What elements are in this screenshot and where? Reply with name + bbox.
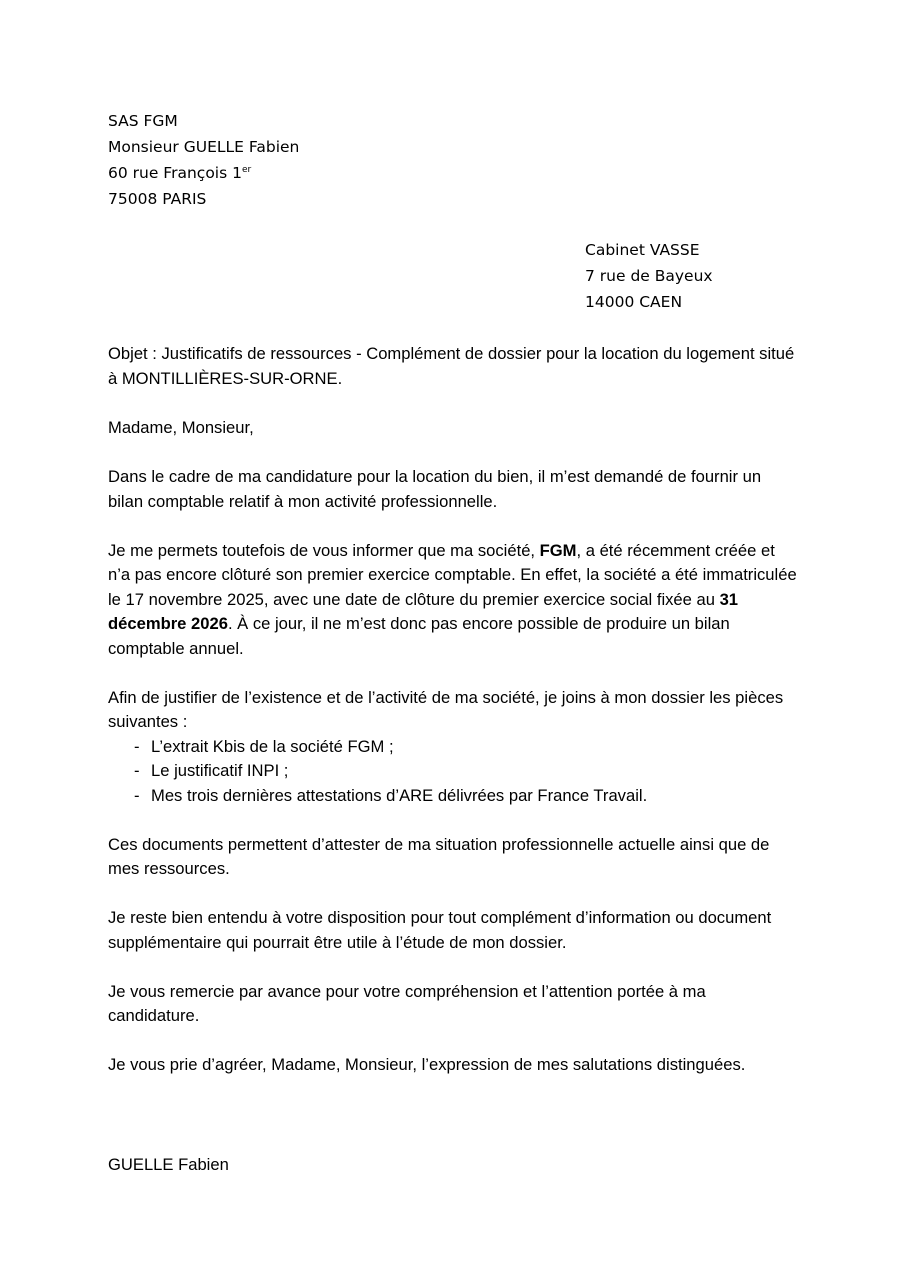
- sender-city: 75008 PARIS: [108, 190, 207, 208]
- list-item: [134, 735, 798, 760]
- list-item: [134, 784, 798, 809]
- list-item-text: Le justificatif INPI ;: [151, 761, 289, 780]
- paragraph-company-status: [108, 539, 798, 662]
- paragraph-availability: Je reste bien entendu à votre disposition pour tout complément d’information ou document supplémentaire qui pourrait être utile à l’étude de mon dossier.: [108, 908, 772, 952]
- paragraph-documents-purpose: Ces documents permettent d’attester de ma situation professionnelle actuelle ainsi que de mes ressources.: [108, 834, 770, 878]
- list-item: [134, 759, 798, 784]
- paragraph-closing-formula: Je vous prie d’agréer, Madame, Monsieur, l’expression de mes salutations distinguées.: [108, 1055, 746, 1074]
- paragraph-company-status-part-c: . À ce jour, il ne m’est donc pas encore possible de produire un bilan comptable annuel.: [108, 614, 730, 658]
- letter-body: [108, 342, 798, 1102]
- recipient-street: 7 rue de Bayeux: [585, 267, 713, 285]
- paragraph-company-status-part-b: , a été récemment créée et n’a pas encore clôturé son premier exercice comptable. En effet, la société a été immatriculée le 17 novembre 2025, avec une date de clôture du premier exercice social fixée au: [108, 540, 797, 609]
- letter-salutation: Madame, Monsieur,: [108, 418, 254, 437]
- list-item-marker: -: [134, 761, 140, 780]
- company-name-bold: FGM: [539, 540, 577, 560]
- recipient-name: Cabinet VASSE: [585, 241, 700, 259]
- paragraph-attachments-intro: Afin de justifier de l’existence et de l’activité de ma société, je joins à mon dossier les pièces suivantes :: [108, 687, 784, 731]
- signature-name: GUELLE Fabien: [108, 1155, 229, 1174]
- list-item-text: Mes trois dernières attestations d’ARE délivrées par France Travail.: [151, 785, 648, 805]
- sender-address-block: [108, 108, 299, 212]
- list-item-marker: -: [134, 785, 140, 805]
- sender-name: Monsieur GUELLE Fabien: [108, 138, 300, 156]
- recipient-address-block: [585, 237, 713, 315]
- sender-company: SAS FGM: [108, 112, 178, 130]
- paragraph-context: Dans le cadre de ma candidature pour la location du bien, il m’est demandé de fournir un bilan comptable relatif à mon activité professionnelle.: [108, 467, 762, 511]
- paragraph-thanks: Je vous remercie par avance pour votre compréhension et l’attention portée à ma candidature.: [108, 981, 706, 1025]
- sender-street: [108, 160, 299, 186]
- paragraph-company-status-part-a: Je me permets toutefois de vous informer que ma société,: [108, 540, 540, 560]
- letter-subject: Objet : Justificatifs de ressources - Complément de dossier pour la location du logement situé à MONTILLIÈRES-SUR-ORNE.: [108, 344, 795, 388]
- closing-date-bold: 31 décembre 2026: [108, 589, 739, 633]
- sender-street-superscript: er: [241, 164, 252, 175]
- list-item-text: L’extrait Kbis de la société FGM ;: [151, 736, 394, 756]
- attachments-list: [108, 735, 798, 809]
- sender-street-text: 60 rue François 1: [108, 164, 242, 182]
- recipient-city: 14000 CAEN: [585, 293, 683, 311]
- list-item-marker: -: [134, 736, 140, 756]
